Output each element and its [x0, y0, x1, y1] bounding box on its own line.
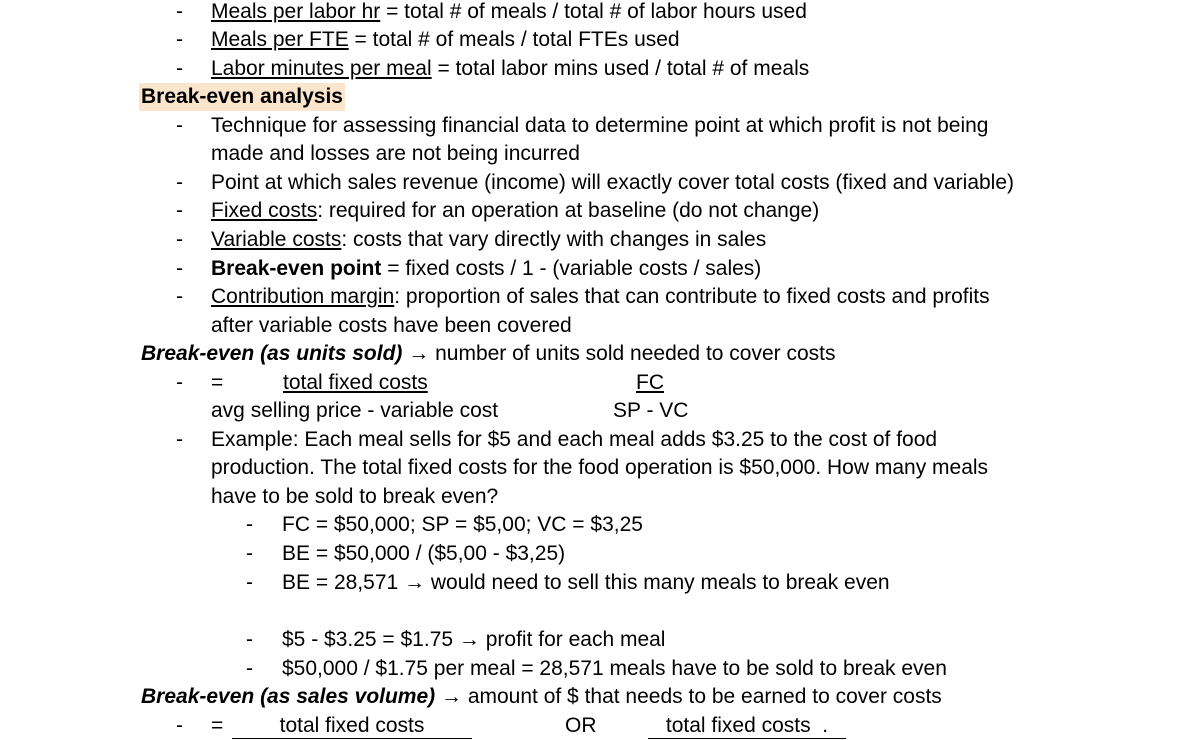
formula-numerator: total fixed costs — [283, 371, 428, 394]
equals-sign: = — [211, 371, 224, 394]
list-text: after variable costs have been covered — [211, 314, 572, 337]
term-break-even-point: Break-even point — [211, 257, 382, 280]
heading-sales-volume-wrap — [141, 683, 942, 711]
formula-denominator-short: SP - VC — [613, 399, 689, 422]
bullet-dash: - — [176, 199, 183, 222]
bullet-dash: - — [246, 657, 253, 680]
definition: = total # of meals / total # of labor hours used — [380, 0, 807, 23]
list-text: Technique for assessing financial data to determine point at which profit is not being — [211, 114, 989, 137]
heading-description: → amount of $ that needs to be earned to cover costs — [435, 685, 942, 708]
bullet-dash: - — [176, 228, 183, 251]
term-meals-per-labor-hr: Meals per labor hr — [211, 0, 381, 23]
list-text — [211, 283, 990, 311]
list-text — [211, 0, 807, 26]
list-text — [211, 55, 809, 83]
heading-units-sold-wrap — [141, 340, 836, 368]
bullet-dash: - — [176, 171, 183, 194]
definition: = total labor mins used / total # of meals — [431, 57, 810, 80]
formula-numerator-left: total fixed costs — [232, 714, 472, 739]
bullet-dash: - — [246, 513, 253, 536]
list-text — [211, 255, 761, 283]
list-text — [211, 226, 766, 254]
definition: : required for an operation at baseline (do not change) — [317, 199, 820, 222]
definition: = total # of meals / total FTEs used — [348, 28, 680, 51]
bullet-dash: - — [176, 714, 183, 737]
heading-description: → number of units sold needed to cover costs — [402, 342, 836, 365]
example-text: production. The total fixed costs for the food operation is $50,000. How many meals — [211, 456, 989, 479]
or-label: OR — [565, 714, 597, 737]
step-text: $5 - $3.25 = $1.75 → profit for each meal — [282, 628, 666, 651]
equals-sign: = — [211, 714, 224, 737]
bullet-dash: - — [176, 57, 183, 80]
bullet-dash: - — [176, 428, 183, 451]
bullet-dash: - — [176, 0, 183, 23]
bullet-dash: - — [176, 257, 183, 280]
list-text: Point at which sales revenue (income) will exactly cover total costs (fixed and variable) — [211, 171, 1015, 194]
formula-numerator-short: FC — [636, 371, 664, 394]
bullet-dash: - — [176, 371, 183, 394]
bullet-dash: - — [246, 542, 253, 565]
bullet-dash: - — [176, 285, 183, 308]
list-text — [211, 26, 680, 54]
step-text: FC = $50,000; SP = $5,00; VC = $3,25 — [282, 513, 643, 536]
definition: : costs that vary directly with changes in sales — [341, 228, 767, 251]
bullet-dash: - — [246, 628, 253, 651]
list-text — [211, 197, 819, 225]
formula-denominator: avg selling price - variable cost — [211, 399, 499, 422]
step-text: BE = $50,000 / ($5,00 - $3,25) — [282, 542, 566, 565]
formula-numerator-right: total fixed costs . — [648, 714, 846, 739]
term-labor-minutes-per-meal: Labor minutes per meal — [211, 57, 432, 80]
heading-break-even-units-sold: Break-even (as units sold) — [141, 342, 403, 365]
term-variable-costs: Variable costs — [211, 228, 342, 251]
example-text: have to be sold to break even? — [211, 485, 499, 508]
heading-break-even-sales-volume: Break-even (as sales volume) — [141, 685, 436, 708]
bullet-dash: - — [176, 114, 183, 137]
term-contribution-margin: Contribution margin — [211, 285, 395, 308]
list-text: made and losses are not being incurred — [211, 142, 580, 165]
heading-break-even-analysis: Break-even analysis — [139, 83, 345, 111]
term-meals-per-fte: Meals per FTE — [211, 28, 349, 51]
formula: = fixed costs / 1 - (variable costs / sales) — [381, 257, 762, 280]
bullet-dash: - — [176, 28, 183, 51]
bullet-dash: - — [246, 571, 253, 594]
step-text: $50,000 / $1.75 per meal = 28,571 meals have to be sold to break even — [282, 657, 947, 680]
definition: : proportion of sales that can contribute to fixed costs and profits — [394, 285, 990, 308]
term-fixed-costs: Fixed costs — [211, 199, 318, 222]
step-text: BE = 28,571 → would need to sell this many meals to break even — [282, 571, 890, 594]
example-text: Example: Each meal sells for $5 and each meal adds $3.25 to the cost of food — [211, 428, 938, 451]
